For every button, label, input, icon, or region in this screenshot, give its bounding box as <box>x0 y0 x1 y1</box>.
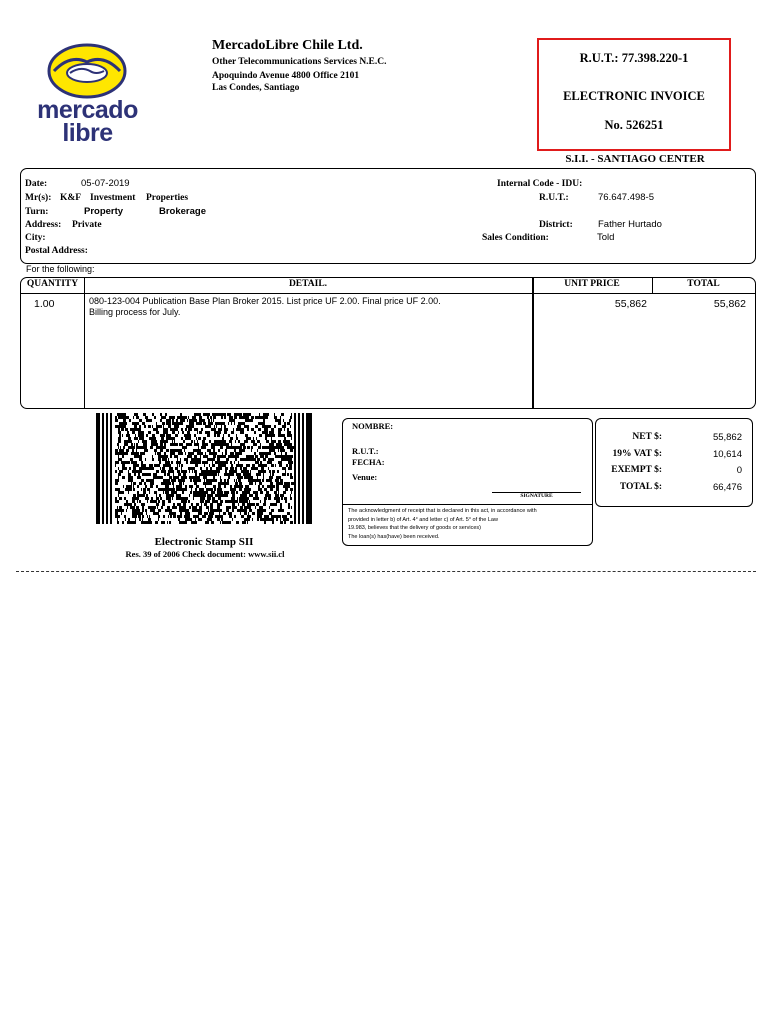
company-activity: Other Telecommunications Services N.E.C. <box>212 57 387 67</box>
legal-line: 19.983, believes that the delivery of goods or services) <box>348 525 481 531</box>
invoice-number: No. 526251 <box>604 118 664 132</box>
address-label: Address: <box>25 220 62 230</box>
vat-value: 10,614 <box>712 449 742 460</box>
row-total: 55,862 <box>713 298 746 310</box>
header-detail: DETAIL. <box>288 279 328 289</box>
row-unit-price: 55,862 <box>614 298 647 310</box>
issuer-rut: R.U.T.: 77.398.220-1 <box>579 51 689 65</box>
turn-label: Turn: <box>25 207 49 217</box>
internal-code-label: Internal Code - IDU: <box>497 179 583 189</box>
net-value: 55,862 <box>712 432 742 443</box>
receipt-rut-label: R.U.T.: <box>352 446 379 456</box>
customer-info-box <box>20 168 756 264</box>
legal-text <box>348 507 588 541</box>
for-following-label: For the following: <box>26 264 95 274</box>
legal-line: The acknowledgment of receipt that is declared in this act, in accordance with <box>348 508 537 514</box>
total-label: TOTAL $: <box>619 482 662 492</box>
logo-text-libre: libre <box>62 119 113 147</box>
document-type: ELECTRONIC INVOICE <box>563 89 705 103</box>
customer-name-3: Properties <box>146 193 189 203</box>
total-value: 66,476 <box>712 482 742 493</box>
customer-rut-label: R.U.T.: <box>539 193 569 203</box>
company-address: Apoquindo Avenue 4800 Office 2101 <box>212 71 360 81</box>
sales-condition-value: Told <box>597 232 615 243</box>
tear-off-dashed-line <box>16 571 756 572</box>
customer-name-1: K&F <box>60 193 82 203</box>
receipt-date-label: FECHA: <box>352 457 385 467</box>
exempt-label: EXEMPT $: <box>611 465 662 475</box>
turn-value-1: Property <box>84 206 124 217</box>
handshake-logo-icon <box>30 40 145 102</box>
electronic-stamp-title: Electronic Stamp SII <box>154 536 254 548</box>
totals-box <box>595 418 753 507</box>
date-label: Date: <box>25 179 48 189</box>
receipt-divider <box>343 504 592 505</box>
table-header-divider <box>21 293 755 294</box>
receipt-acknowledgment-box <box>342 418 593 546</box>
electronic-stamp-subtitle: Res. 39 of 2006 Check document: www.sii.cl <box>125 549 285 559</box>
postal-address-label: Postal Address: <box>25 246 88 256</box>
pdf417-barcode-icon <box>96 413 312 524</box>
district-value: Father Hurtado <box>598 219 662 230</box>
sii-office: S.I.I. - SANTIAGO CENTER <box>565 153 705 165</box>
exempt-value: 0 <box>736 465 742 476</box>
company-city: Las Condes, Santiago <box>212 83 300 93</box>
invoice-id-box <box>537 38 731 151</box>
sales-condition-label: Sales Condition: <box>482 233 549 243</box>
header-total: TOTAL <box>687 279 720 289</box>
column-divider <box>84 278 85 408</box>
receipt-name-label: NOMBRE: <box>352 421 394 431</box>
row-quantity: 1.00 <box>34 298 55 310</box>
row-detail-line-1: 080-123-004 Publication Base Plan Broker 2015. List price UF 2.00. Final price UF 2.00. <box>89 296 441 306</box>
mercadolibre-logo <box>30 40 145 150</box>
net-label: NET $: <box>632 432 662 442</box>
receipt-venue-label: Venue: <box>352 472 378 482</box>
row-detail-line-2: Billing process for July. <box>89 307 181 317</box>
legal-line: provided in letter b) of Art. 4° and letter c) of Art. 5° of the Law <box>348 516 498 523</box>
turn-value-2: Brokerage <box>159 206 206 217</box>
header-unit-price: UNIT PRICE <box>564 279 620 289</box>
customer-name-2: Investment <box>90 193 136 203</box>
logo-text-mercado: mercado <box>37 96 138 124</box>
mr-label: Mr(s): <box>25 193 52 203</box>
header-quantity: QUANTITY <box>26 279 79 289</box>
address-value: Private <box>72 220 102 230</box>
items-table <box>20 277 756 409</box>
vat-label: 19% VAT $: <box>612 449 662 459</box>
city-label: City: <box>25 233 46 243</box>
legal-line: The loan(s) has(have) been received. <box>348 533 440 540</box>
column-divider <box>532 278 534 408</box>
date-value: 05-07-2019 <box>81 178 130 189</box>
customer-rut-value: 76.647.498-5 <box>598 192 654 203</box>
signature-label: SIGNATURE <box>520 493 553 499</box>
company-name: MercadoLibre Chile Ltd. <box>212 38 363 53</box>
district-label: District: <box>539 220 573 230</box>
